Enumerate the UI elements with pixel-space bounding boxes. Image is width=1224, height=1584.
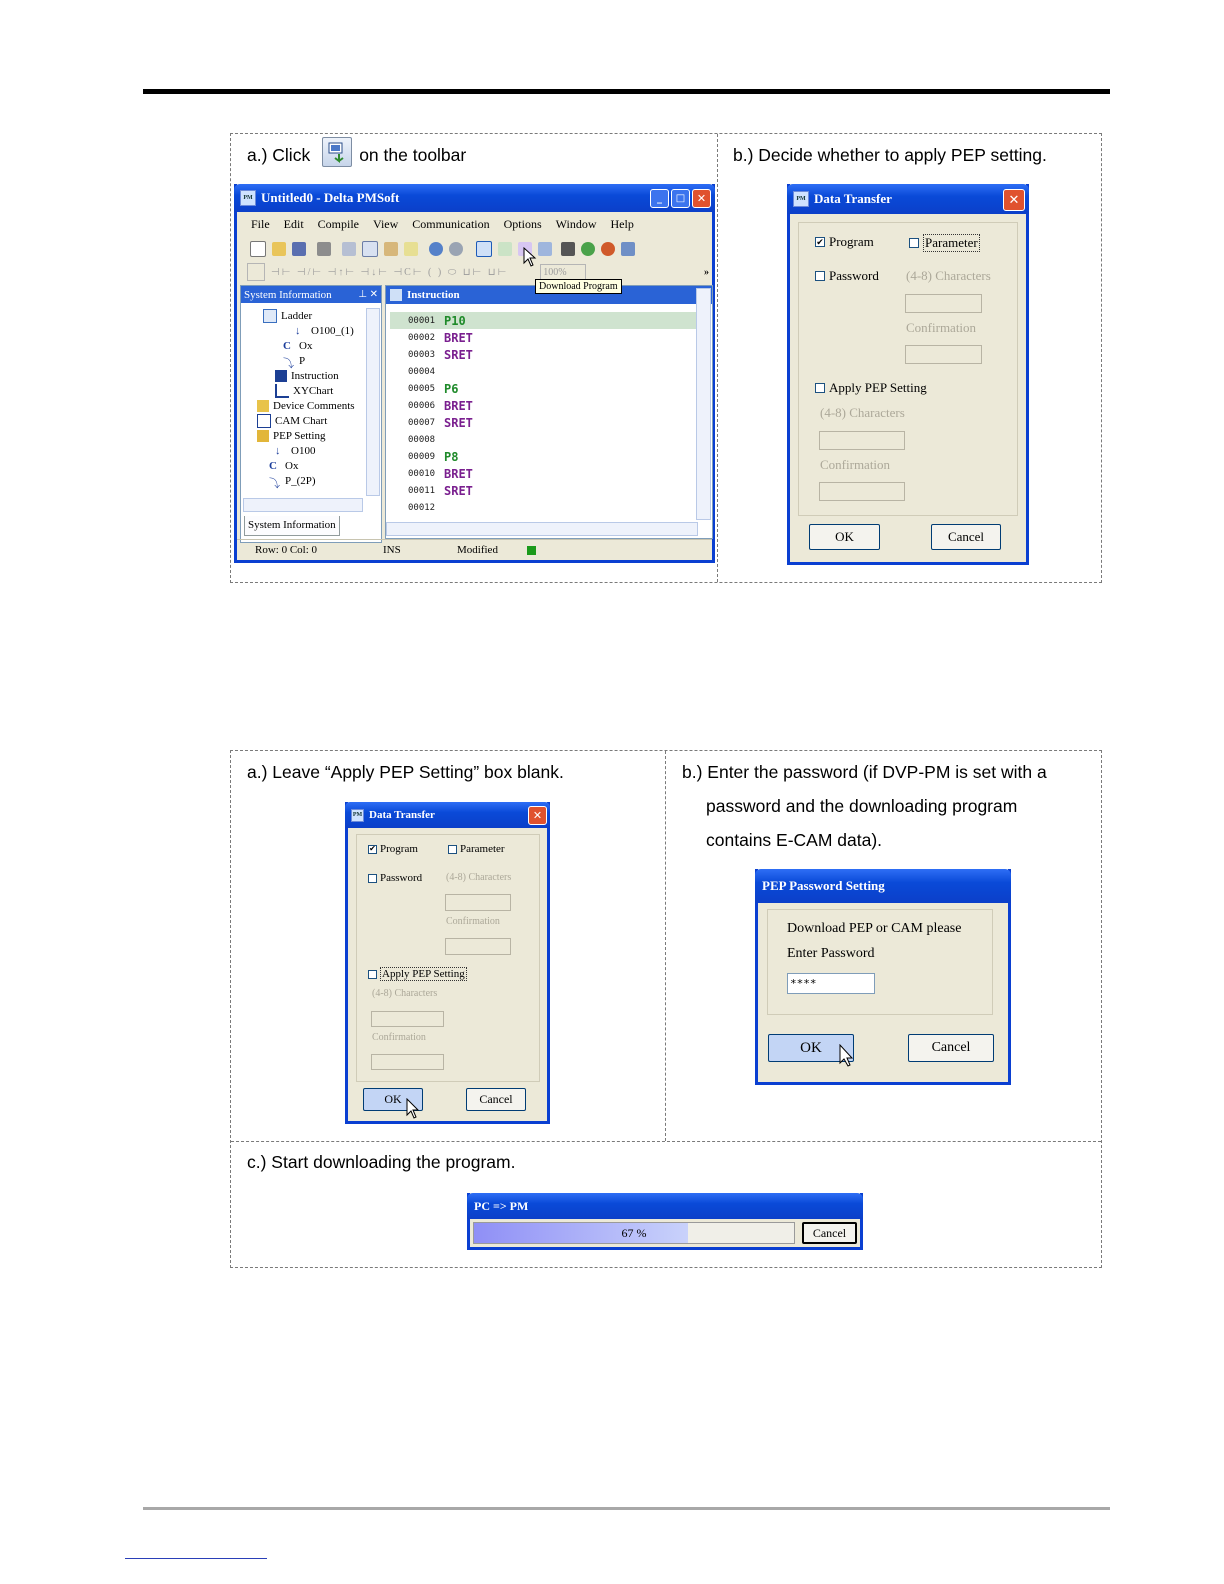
parameter-checkbox[interactable] — [909, 238, 919, 248]
password-field[interactable] — [445, 894, 511, 911]
tree-item[interactable]: Device Comments — [245, 398, 365, 413]
tree-hscrollbar[interactable] — [243, 498, 363, 512]
cancel-button[interactable]: Cancel — [931, 524, 1001, 550]
save-icon[interactable] — [292, 242, 306, 256]
password-option[interactable]: Password — [815, 268, 879, 284]
ins-status: INS — [383, 544, 401, 556]
image-icon[interactable] — [621, 242, 635, 256]
confirmation-field[interactable] — [445, 938, 511, 955]
caption-leave-blank: a.) Leave “Apply PEP Setting” box blank. — [247, 762, 564, 782]
pmsoft-title-bar — [234, 184, 715, 212]
line-number: 00006 — [408, 400, 436, 411]
confirmation-label: Confirmation — [906, 320, 977, 335]
system-info-tab[interactable]: System Information — [244, 516, 340, 536]
password-field[interactable] — [905, 294, 982, 313]
row-col-status: Row: 0 Col: 0 — [255, 544, 318, 556]
apply-pep-checkbox[interactable] — [368, 970, 377, 979]
pointer-tool-icon[interactable] — [247, 263, 265, 281]
loop-icon: C — [283, 339, 291, 352]
arrow-down-icon: ↓ — [275, 444, 281, 457]
line-number: 00012 — [408, 502, 436, 513]
cancel-button[interactable]: Cancel — [466, 1088, 526, 1111]
pep-chars-hint: (4-8) Characters — [820, 405, 905, 420]
progress-title: PC => PM — [474, 1198, 529, 1213]
pep-setting-icon — [257, 430, 269, 442]
code-line[interactable] — [390, 397, 696, 414]
menu-options[interactable]: Options — [503, 217, 542, 231]
prompt-line-1: Download PEP or CAM please — [787, 921, 962, 936]
code-line[interactable] — [390, 414, 696, 431]
apply-pep-option[interactable]: Apply PEP Setting — [368, 967, 467, 981]
dialog-title-bar — [755, 869, 1011, 903]
cam-chart-icon — [257, 414, 271, 428]
ladder-contact-icons[interactable]: ⊣⊢ ⊣/⊢ ⊣↑⊢ ⊣↓⊢ ⊣C⊢ ( ) ⬭ ⊔⊢ ⊔⊢ — [271, 266, 509, 278]
toolbar-ladder — [247, 263, 709, 281]
code-line[interactable] — [390, 448, 696, 465]
print-icon[interactable] — [317, 242, 331, 256]
system-info-title: System Information — [244, 288, 332, 301]
password-option[interactable]: Password — [368, 872, 422, 884]
code-line[interactable] — [390, 499, 696, 516]
download-tooltip: Download Program — [535, 279, 622, 294]
arrow-down-icon: ↓ — [295, 324, 301, 337]
line-number: 00010 — [408, 468, 436, 479]
dialog-title: Data Transfer — [369, 809, 435, 821]
pep-password-field[interactable] — [371, 1011, 444, 1027]
mouse-cursor-icon — [839, 1044, 855, 1068]
line-number: 00005 — [408, 383, 436, 394]
password-chars-hint: (4-8) Characters — [906, 268, 991, 283]
caption-before: a.) Click — [247, 145, 311, 165]
data-transfer-dialog-small — [345, 802, 550, 1124]
tree-item[interactable]: ↓ O100 — [275, 444, 316, 457]
instruction-text: SRET — [444, 483, 473, 498]
instruction-text: SRET — [444, 415, 473, 430]
caption-enter-password-3: contains E-CAM data). — [706, 830, 883, 850]
program-option[interactable]: ✔ Program — [816, 234, 874, 249]
run-icon[interactable] — [581, 242, 595, 256]
paste-icon[interactable] — [384, 242, 398, 256]
parameter-checkbox[interactable] — [448, 845, 457, 854]
line-number: 00004 — [408, 366, 436, 377]
subroutine-icon: ⤵ — [283, 357, 294, 370]
code-line[interactable] — [390, 431, 696, 448]
line-number: 00003 — [408, 349, 436, 360]
tree-item[interactable]: ⤵ P — [283, 354, 306, 370]
subroutine-icon: ⤵ — [269, 477, 280, 490]
instruction-icon — [275, 370, 287, 382]
project-tree — [245, 308, 365, 488]
modified-status: Modified — [457, 544, 498, 556]
instruction-text: SRET — [444, 347, 473, 362]
mouse-cursor-icon — [523, 247, 537, 267]
data-transfer-dialog — [787, 184, 1029, 565]
footer-link-underline[interactable] — [125, 1558, 267, 1559]
monitor-icon[interactable] — [538, 242, 552, 256]
zoom-select[interactable]: 100% — [540, 264, 586, 280]
pmsoft-window — [234, 184, 715, 563]
line-number: 00011 — [408, 485, 436, 496]
pep-chars-hint: (4-8) Characters — [372, 988, 438, 999]
parameter-option[interactable]: Parameter — [448, 843, 505, 855]
dialog-title: Data Transfer — [814, 191, 892, 206]
close-button[interactable]: ✕ — [528, 806, 547, 825]
instruction-text: P8 — [444, 449, 459, 464]
instruction-text: P6 — [444, 381, 459, 396]
cancel-button[interactable]: Cancel — [802, 1222, 857, 1244]
system-info-pane — [240, 285, 382, 543]
instruction-text: BRET — [444, 466, 473, 481]
xychart-icon — [275, 384, 289, 398]
editor-vscrollbar[interactable] — [696, 288, 711, 520]
upload-program-icon[interactable] — [498, 242, 512, 256]
download-program-icon — [322, 137, 352, 167]
eraser-icon[interactable] — [404, 242, 418, 256]
caption-enter-password-2: password and the downloading program — [706, 796, 1018, 816]
tree-item[interactable]: ↓ O100_(1) — [295, 324, 354, 337]
progress-dialog — [467, 1193, 863, 1250]
app-icon: PM — [351, 809, 364, 822]
pmsoft-title: Untitled0 - Delta PMSoft — [261, 190, 400, 205]
program-checkbox[interactable]: ✔ — [816, 236, 824, 247]
code-line[interactable] — [390, 482, 696, 499]
loop-icon: C — [269, 459, 277, 472]
confirmation-field[interactable] — [905, 345, 982, 364]
tree-scrollbar[interactable] — [366, 308, 380, 496]
caption-decide-pep: b.) Decide whether to apply PEP setting. — [733, 145, 1047, 165]
line-number: 00009 — [408, 451, 436, 462]
pep-confirmation-label: Confirmation — [372, 1032, 426, 1043]
app-icon: PM — [793, 191, 809, 207]
caption-start-download: c.) Start downloading the program. — [247, 1152, 516, 1172]
tree-item[interactable]: C Ox — [283, 339, 313, 352]
tree-item[interactable]: Instruction — [245, 368, 365, 383]
cut-icon[interactable] — [342, 242, 356, 256]
prompt-line-2: Enter Password — [787, 946, 875, 961]
pep-password-input[interactable]: **** — [787, 973, 875, 994]
progress-title-bar — [467, 1193, 863, 1219]
code-line[interactable] — [390, 346, 696, 363]
menu-window[interactable]: Window — [555, 217, 597, 231]
pep-confirmation-field[interactable] — [819, 482, 905, 501]
password-checkbox[interactable] — [368, 874, 377, 883]
menu-help[interactable]: Help — [610, 217, 634, 231]
instruction-text: BRET — [444, 330, 473, 345]
system-info-header — [241, 286, 381, 303]
instruction-editor — [385, 285, 713, 539]
parameter-option[interactable]: Parameter — [909, 234, 980, 252]
dialog-title-bar — [787, 184, 1029, 214]
tree-item[interactable]: XYChart — [245, 383, 365, 398]
menu-communication[interactable]: Communication — [412, 217, 490, 231]
menu-view[interactable]: View — [373, 217, 399, 231]
editor-hscrollbar[interactable] — [386, 522, 698, 536]
confirmation-label: Confirmation — [446, 916, 500, 927]
tree-item[interactable]: C Ox — [269, 459, 299, 472]
copy-icon[interactable] — [362, 241, 378, 257]
instruction-text: BRET — [444, 398, 473, 413]
line-number: 00008 — [408, 434, 436, 445]
tree-item[interactable]: CAM Chart — [245, 413, 365, 428]
pin-close-icons[interactable]: ⊥ ✕ — [358, 289, 378, 300]
close-button[interactable]: ✕ — [1003, 189, 1025, 211]
code-line[interactable] — [390, 329, 696, 346]
dialog-title-bar — [345, 802, 550, 828]
toolbar-main — [247, 240, 709, 258]
ok-button[interactable]: OK — [768, 1034, 854, 1062]
toolbar-overflow-icon[interactable]: » — [704, 266, 709, 278]
caption-enter-password-1: b.) Enter the password (if DVP-PM is set with a — [682, 762, 1047, 782]
instruction-text: P10 — [444, 313, 466, 328]
progress-percent: 67 % — [621, 1225, 647, 1240]
table-row-divider — [231, 1141, 1101, 1142]
cancel-button[interactable]: Cancel — [908, 1034, 994, 1062]
footer-rule — [143, 1507, 1110, 1510]
redo-icon[interactable] — [449, 242, 463, 256]
tree-item[interactable]: PEP Setting — [245, 428, 365, 443]
code-line[interactable] — [390, 465, 696, 482]
stop-icon[interactable] — [601, 242, 615, 256]
ladder-icon — [263, 309, 277, 323]
header-rule — [143, 89, 1110, 94]
program-checkbox[interactable]: ✔ — [369, 844, 376, 853]
caption-click-toolbar — [247, 138, 466, 172]
line-number: 00002 — [408, 332, 436, 343]
table-divider — [717, 134, 718, 582]
line-number: 00001 — [408, 315, 436, 326]
dialog-title: PEP Password Setting — [762, 878, 885, 893]
new-file-icon[interactable] — [250, 241, 266, 257]
maximize-button[interactable]: □ — [671, 189, 690, 208]
tree-item[interactable]: Ladder — [245, 308, 365, 323]
apply-pep-checkbox[interactable] — [815, 383, 825, 393]
menu-bar — [251, 217, 648, 232]
pep-password-field[interactable] — [819, 431, 905, 450]
code-line[interactable] — [390, 363, 696, 380]
caption-after: on the toolbar — [359, 145, 467, 165]
ok-button[interactable]: OK — [363, 1088, 423, 1111]
pep-confirmation-field[interactable] — [371, 1054, 444, 1070]
ok-button[interactable]: OK — [809, 524, 880, 550]
progress-bar — [473, 1222, 795, 1244]
line-number: 00007 — [408, 417, 436, 428]
pep-confirmation-label: Confirmation — [820, 457, 891, 472]
editor-title: Instruction — [407, 289, 460, 301]
code-list — [390, 312, 696, 516]
instruction-doc-icon — [390, 289, 402, 301]
code-line[interactable] — [390, 380, 696, 397]
pep-password-dialog — [755, 869, 1011, 1085]
status-indicator-icon — [527, 546, 536, 555]
pc-icon[interactable] — [561, 242, 575, 256]
open-folder-icon[interactable] — [272, 242, 286, 256]
program-option[interactable]: ✔ Program — [369, 843, 418, 855]
minimize-button[interactable]: _ — [650, 189, 669, 208]
undo-icon[interactable] — [429, 242, 443, 256]
menu-file[interactable]: File — [251, 217, 270, 231]
menu-edit[interactable]: Edit — [283, 217, 304, 231]
apply-pep-option[interactable]: Apply PEP Setting — [815, 380, 927, 396]
tree-item[interactable]: ⤵ P_(2P) — [269, 474, 316, 490]
status-bar — [237, 539, 712, 560]
pmsoft-app-icon: PM — [240, 190, 256, 206]
password-chars-hint: (4-8) Characters — [446, 872, 512, 883]
download-program-button-icon[interactable] — [476, 241, 492, 257]
code-line[interactable] — [390, 312, 696, 329]
menu-compile[interactable]: Compile — [317, 217, 360, 231]
password-checkbox[interactable] — [815, 271, 825, 281]
close-button[interactable]: ✕ — [692, 189, 711, 208]
mouse-cursor-icon — [406, 1098, 420, 1120]
table-divider — [665, 751, 666, 1141]
device-comments-icon — [257, 400, 269, 412]
